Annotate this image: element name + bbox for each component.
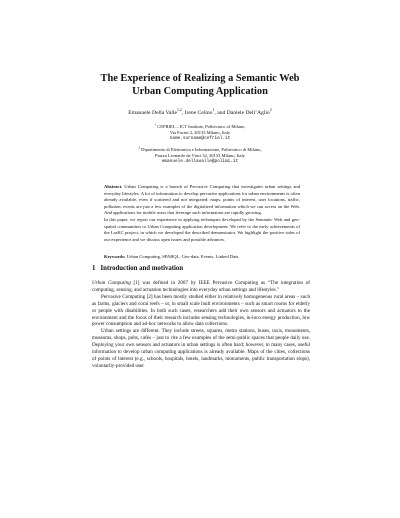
- affiliation-2-line-2: Piazza Leonardo da Vinci 32, 20133 Milano, Italy: [155, 153, 245, 158]
- author-list: [40, 110, 360, 117]
- affiliation-2: [40, 147, 360, 165]
- section-title: Introduction and motivation: [100, 265, 184, 272]
- affiliation-1: [40, 124, 360, 142]
- body-term-urban-computing: Urban Computing: [92, 280, 131, 286]
- author-2: , Irene Celino: [181, 110, 213, 116]
- body-paragraph-2: Pervasive Computing [2] has been mostly studied either in relatively homogeneous rural areas – such as farms, glaciers and coral reefs – or, in small scale built environments – such as smart rooms for elderly or people with disabilities. In both such cases, researchers add their own sensors and actuators to the environment and the focus of their research includes sensing technologies, in-loco energy production, low power consumption and ad-hoc networks to allow data collections.: [92, 293, 310, 328]
- title-line-1: The Experience of Realizing a Semantic Web: [100, 73, 300, 84]
- section-heading: [92, 265, 183, 272]
- author-3-affil: 2: [269, 108, 272, 113]
- body-paragraph-1: [1] was defined in 2007 by IEEE Pervasive Computing as “The integration of computing, sensing, and actuation technologies into everyday urban settings and lifestyles.”: [92, 280, 310, 293]
- body-paragraph-3: Urban settings are different. They include streets, squares, metro stations, buses, taxis, monuments, museums, shops, pubs, cafés – just to cite a few examples of the semi-public spaces that people daily use. Deploying your own sensors and actuators in urban settings is often hard; however, in many cases, useful information to develop urban computing applications is already available. Maps of the cities, collections of points of interest (e.g., schools, hospitals, hotels, landmarks, monuments, public transportation stops), voluntarily-provided user: [92, 328, 310, 369]
- keywords-label: Keywords:: [104, 254, 126, 259]
- affiliation-1-email: name.surname@cefriel.it: [169, 136, 231, 141]
- affiliation-1-mark: 1: [154, 122, 157, 127]
- author-3: , and Daniele Dell’Aglio: [214, 110, 270, 116]
- affiliation-1-line-1: CEFRIEL – ICT Institute, Politecnico of Milano,: [157, 124, 246, 129]
- author-1: Emanuele Della Valle: [128, 110, 177, 116]
- abstract-paragraph-1: Urban Computing is a branch of Pervasive Computing that investigates urban settings and everyday lifestyles. A lot of information to develop pervasive applications for urban environments is often already available, even if scattered and not integrated: maps, points of interest, user locations, traffic, pollution, events are just a few examples of the digitalized information which we can access on the Web. And applications for mobile users that leverage such information are rapidly growing.: [104, 184, 300, 216]
- abstract: [104, 184, 300, 243]
- affiliation-1-line-2: Via Fucini 2, 20133 Milano, Italy: [169, 130, 231, 135]
- affiliation-2-mark: 2: [138, 145, 141, 150]
- abstract-label: Abstract.: [104, 184, 123, 189]
- affiliation-2-email: emanuele.dellavalle@polimi.it: [161, 159, 239, 164]
- title-line-2: Urban Computing Application: [132, 86, 268, 97]
- author-2-affil: 1: [212, 108, 215, 113]
- author-1-affil: 1,2: [176, 108, 182, 113]
- paper-title: [40, 72, 360, 98]
- body-text: [92, 280, 310, 370]
- keywords: [104, 254, 300, 261]
- abstract-paragraph-2: In this paper, we report our experience in applying techniques developed by the Semantic Web and geo-spatial communities to Urban Computing application development. We refer to the early achievements of the LarKC project, in which we developed the described demonstrator. We highlight the positive sides of our experience and we discuss open issues and possible advances.: [104, 216, 300, 242]
- keywords-text: Urban Computing, SPARQL, Geo-data, Events, Linked Data: [126, 254, 239, 259]
- affiliation-2-line-1: Dipartimento di Elettronica e Informazione, Politecnico di Milano,: [141, 147, 262, 152]
- section-number: 1: [92, 265, 96, 272]
